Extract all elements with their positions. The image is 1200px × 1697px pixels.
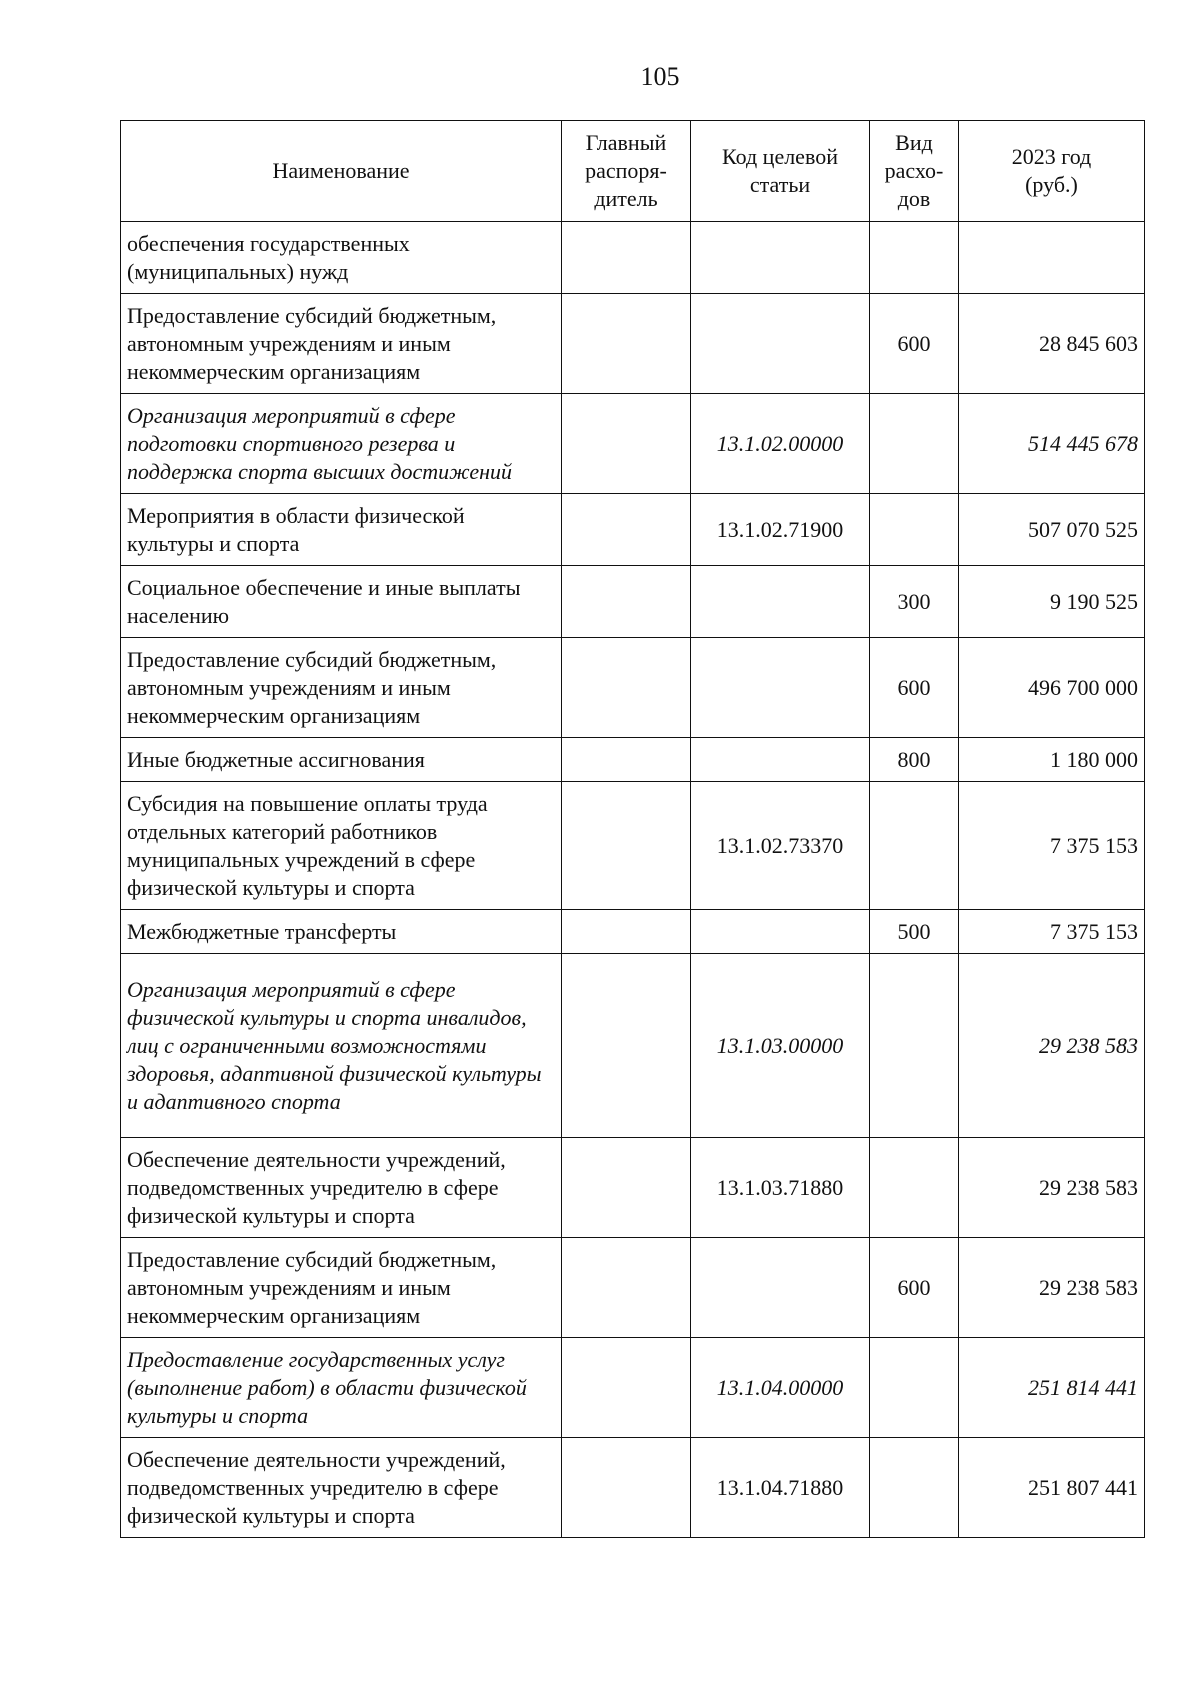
row-code-cell: 13.1.04.71880 bbox=[691, 1438, 870, 1538]
row-kind-cell bbox=[870, 394, 959, 494]
row-amount-cell: 9 190 525 bbox=[959, 566, 1145, 638]
row-manager-cell bbox=[562, 222, 691, 294]
table-body bbox=[121, 222, 1145, 1538]
row-kind-cell bbox=[870, 1338, 959, 1438]
table-row bbox=[121, 638, 1145, 738]
row-name-cell: обеспечения государственных (муниципальных) нужд bbox=[121, 222, 562, 294]
row-amount-cell: 1 180 000 bbox=[959, 738, 1145, 782]
row-amount-cell bbox=[959, 222, 1145, 294]
row-kind-cell: 300 bbox=[870, 566, 959, 638]
row-name-cell: Обеспечение деятельности учреждений, подведомственных учредителю в сфере физической культуры и спорта bbox=[121, 1138, 562, 1238]
header-amount bbox=[959, 121, 1145, 222]
row-code-cell bbox=[691, 910, 870, 954]
row-manager-cell bbox=[562, 1438, 691, 1538]
row-name-cell: Обеспечение деятельности учреждений, подведомственных учредителю в сфере физической культуры и спорта bbox=[121, 1438, 562, 1538]
table-row bbox=[121, 1338, 1145, 1438]
row-manager-cell bbox=[562, 394, 691, 494]
row-code-cell: 13.1.02.73370 bbox=[691, 782, 870, 910]
header-manager bbox=[562, 121, 691, 222]
row-kind-cell: 600 bbox=[870, 638, 959, 738]
row-amount-cell: 29 238 583 bbox=[959, 1238, 1145, 1338]
row-kind-cell bbox=[870, 954, 959, 1138]
budget-table bbox=[120, 120, 1145, 1538]
row-kind-cell: 600 bbox=[870, 1238, 959, 1338]
row-code-cell: 13.1.02.00000 bbox=[691, 394, 870, 494]
row-manager-cell bbox=[562, 494, 691, 566]
row-amount-cell: 29 238 583 bbox=[959, 1138, 1145, 1238]
table-row bbox=[121, 494, 1145, 566]
row-manager-cell bbox=[562, 294, 691, 394]
row-code-cell bbox=[691, 222, 870, 294]
row-amount-cell: 496 700 000 bbox=[959, 638, 1145, 738]
row-amount-cell: 507 070 525 bbox=[959, 494, 1145, 566]
row-name-cell: Предоставление субсидий бюджетным, автономным учреждениям и иным некоммерческим организациям bbox=[121, 294, 562, 394]
row-name-cell: Организация мероприятий в сфере физической культуры и спорта инвалидов, лиц с ограниченными возможностями здоровья, адаптивной физической культуры и адаптивного спорта bbox=[121, 954, 562, 1138]
row-code-cell bbox=[691, 294, 870, 394]
row-code-cell: 13.1.03.71880 bbox=[691, 1138, 870, 1238]
header-amount-label: 2023 год (руб.) bbox=[1011, 144, 1092, 197]
table-row bbox=[121, 566, 1145, 638]
row-amount-cell: 7 375 153 bbox=[959, 782, 1145, 910]
header-name-label: Наименование bbox=[272, 158, 410, 183]
row-code-cell: 13.1.04.00000 bbox=[691, 1338, 870, 1438]
row-manager-cell bbox=[562, 1338, 691, 1438]
header-code bbox=[691, 121, 870, 222]
row-kind-cell: 800 bbox=[870, 738, 959, 782]
row-manager-cell bbox=[562, 738, 691, 782]
page-number: 105 bbox=[640, 62, 680, 91]
table-header-row bbox=[121, 121, 1145, 222]
table-row bbox=[121, 222, 1145, 294]
table-row bbox=[121, 954, 1145, 1138]
row-name-cell: Межбюджетные трансферты bbox=[121, 910, 562, 954]
row-amount-cell: 28 845 603 bbox=[959, 294, 1145, 394]
row-name-cell: Организация мероприятий в сфере подготовки спортивного резерва и поддержка спорта высших достижений bbox=[121, 394, 562, 494]
row-kind-cell bbox=[870, 1438, 959, 1538]
row-code-cell bbox=[691, 638, 870, 738]
row-code-cell: 13.1.02.71900 bbox=[691, 494, 870, 566]
row-kind-cell bbox=[870, 1138, 959, 1238]
row-kind-cell: 500 bbox=[870, 910, 959, 954]
row-name-cell: Предоставление субсидий бюджетным, автономным учреждениям и иным некоммерческим организациям bbox=[121, 638, 562, 738]
row-code-cell bbox=[691, 738, 870, 782]
header-name bbox=[121, 121, 562, 222]
table-row bbox=[121, 1438, 1145, 1538]
row-amount-cell: 7 375 153 bbox=[959, 910, 1145, 954]
row-kind-cell: 600 bbox=[870, 294, 959, 394]
row-name-cell: Предоставление субсидий бюджетным, автономным учреждениям и иным некоммерческим организациям bbox=[121, 1238, 562, 1338]
table-row bbox=[121, 394, 1145, 494]
row-amount-cell: 29 238 583 bbox=[959, 954, 1145, 1138]
table-row bbox=[121, 1138, 1145, 1238]
row-name-cell: Мероприятия в области физической культуры и спорта bbox=[121, 494, 562, 566]
header-code-label: Код целевой статьи bbox=[722, 144, 838, 197]
table-row bbox=[121, 782, 1145, 910]
row-amount-cell: 251 814 441 bbox=[959, 1338, 1145, 1438]
table-row bbox=[121, 1238, 1145, 1338]
row-manager-cell bbox=[562, 1138, 691, 1238]
header-manager-label: Главный распоря- дитель bbox=[585, 130, 667, 211]
row-manager-cell bbox=[562, 1238, 691, 1338]
row-manager-cell bbox=[562, 954, 691, 1138]
row-code-cell bbox=[691, 1238, 870, 1338]
row-name-cell: Предоставление государственных услуг (выполнение работ) в области физической культуры и спорта bbox=[121, 1338, 562, 1438]
row-amount-cell: 514 445 678 bbox=[959, 394, 1145, 494]
header-kind-label: Вид расхо- дов bbox=[884, 130, 944, 211]
row-kind-cell bbox=[870, 222, 959, 294]
row-kind-cell bbox=[870, 494, 959, 566]
row-manager-cell bbox=[562, 638, 691, 738]
row-name-cell: Социальное обеспечение и иные выплаты населению bbox=[121, 566, 562, 638]
table-row bbox=[121, 294, 1145, 394]
row-manager-cell bbox=[562, 910, 691, 954]
table-row bbox=[121, 910, 1145, 954]
row-code-cell bbox=[691, 566, 870, 638]
row-amount-cell: 251 807 441 bbox=[959, 1438, 1145, 1538]
row-manager-cell bbox=[562, 566, 691, 638]
header-kind bbox=[870, 121, 959, 222]
row-code-cell: 13.1.03.00000 bbox=[691, 954, 870, 1138]
row-kind-cell bbox=[870, 782, 959, 910]
row-manager-cell bbox=[562, 782, 691, 910]
table-row bbox=[121, 738, 1145, 782]
row-name-cell: Иные бюджетные ассигнования bbox=[121, 738, 562, 782]
row-name-cell: Субсидия на повышение оплаты труда отдельных категорий работников муниципальных учреждений в сфере физической культуры и спорта bbox=[121, 782, 562, 910]
